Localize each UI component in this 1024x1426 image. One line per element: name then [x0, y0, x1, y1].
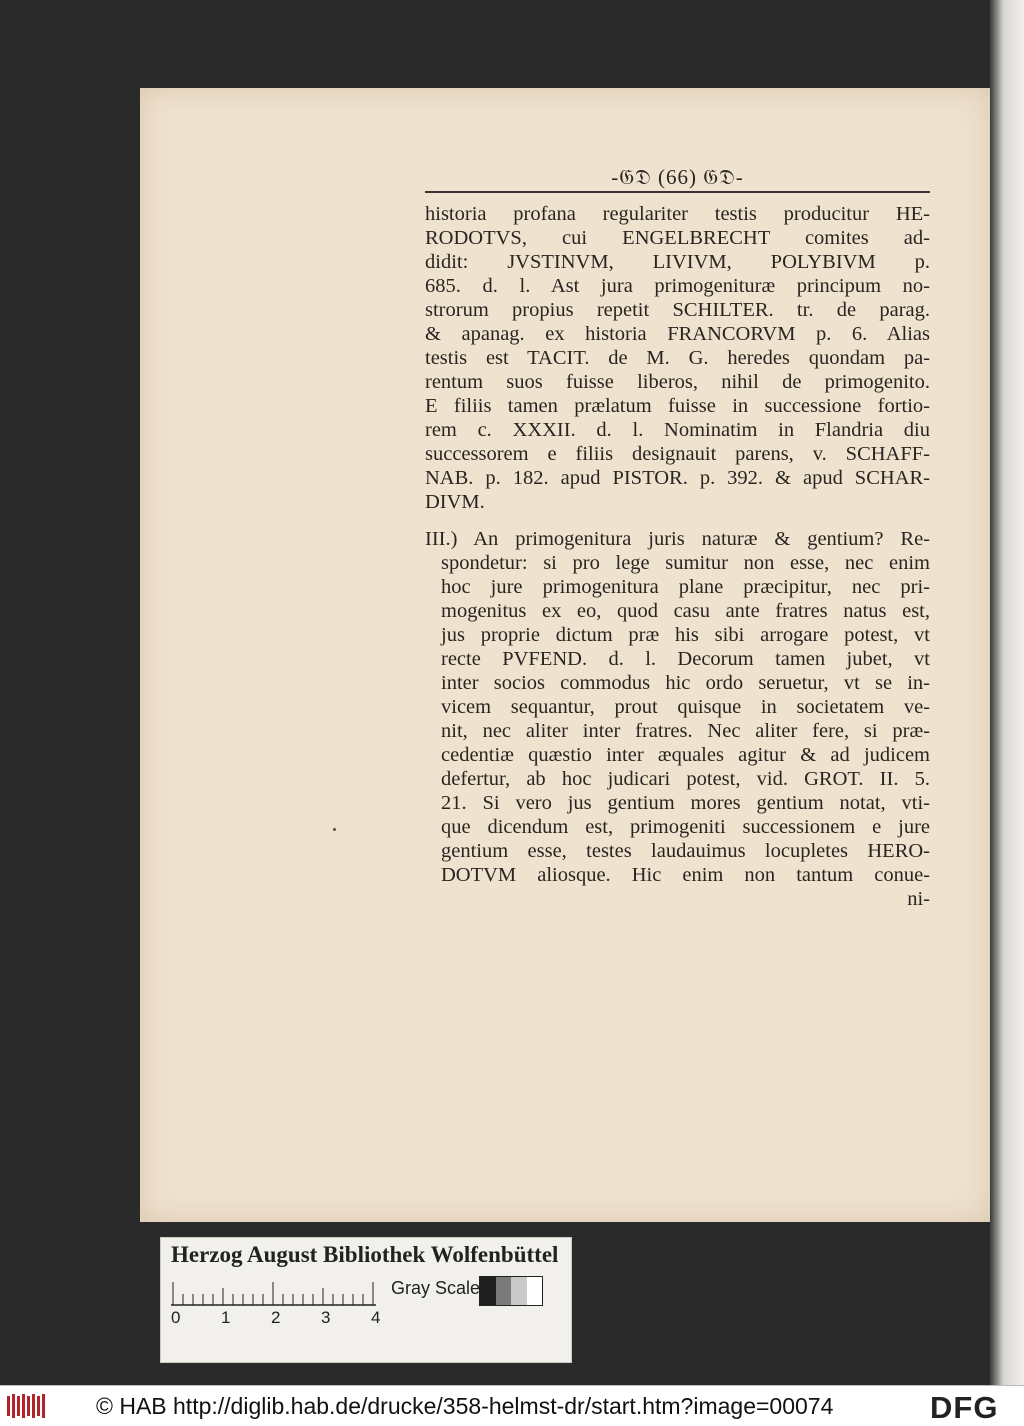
footer-url-link[interactable]: © HAB http://diglib.hab.de/drucke/358-helmst-dr/start.htm?image=00074: [96, 1393, 834, 1419]
text-line: RODOTVS, cui ENGELBRECHT comites ad-: [425, 227, 930, 249]
ruler-number: 0: [171, 1308, 181, 1327]
text-line: strorum propius repetit SCHILTER. tr. de parag.: [425, 299, 930, 321]
gray-scale-bar: [479, 1276, 543, 1306]
dfg-logo: DFG: [930, 1390, 999, 1425]
text-line: 685. d. l. Ast jura primogenituræ principum no-: [425, 275, 930, 297]
text-line: cedentiæ quæstio inter æquales agitur & ad judicem: [441, 744, 930, 766]
gray-patch: [511, 1277, 527, 1305]
text-line: recte PVFEND. d. l. Decorum tamen jubet, vt: [441, 648, 930, 670]
card-title: Herzog August Bibliothek Wolfenbüttel: [171, 1242, 559, 1267]
text-line: vicem sequantur, prout quisque in societatem ve-: [441, 696, 930, 718]
text-line: jus proprie dictum præ his sibi arrogare potest, vt: [441, 624, 930, 646]
hab-logo-icon: [6, 1392, 48, 1420]
header-rule: [425, 191, 930, 193]
page-header: -𝔊𝔇 (66) 𝔊𝔇-: [611, 165, 744, 189]
ruler-number: 3: [321, 1308, 331, 1327]
text-line: NAB. p. 182. apud PISTOR. p. 392. & apud SCHAR-: [425, 467, 930, 489]
text-line: rem c. XXXII. d. l. Nominatim in Flandria diu: [425, 419, 930, 441]
text-line: 21. Si vero jus gentium mores gentium notat, vti-: [441, 792, 930, 814]
text-line: inter socios commodus hic ordo seruetur, vt se in-: [441, 672, 930, 694]
footer-bar: [0, 1385, 1024, 1426]
text-line: gentium esse, testes laudauimus locupletes HERO-: [441, 840, 930, 862]
gray-scale-label: Gray Scale: [391, 1278, 481, 1298]
ruler-number: 4: [371, 1308, 381, 1327]
text-block-a: [425, 202, 930, 514]
text-line: nit, nec aliter inter fratres. Nec aliter fere, si præ-: [441, 720, 930, 742]
text-line: spondetur: si pro lege sumitur non esse, nec enim: [441, 552, 930, 574]
next-page-edge: [990, 0, 1024, 1385]
ruler: [171, 1276, 381, 1306]
text-line: didit: JVSTINVM, LIVIVM, POLYBIVM p.: [425, 251, 930, 273]
text-line: testis est TACIT. de M. G. heredes quondam pa-: [425, 347, 930, 369]
text-line: DIVM.: [425, 491, 485, 513]
text-line: que dicendum est, primogeniti successionem e jure: [441, 816, 930, 838]
text-block-b: [425, 527, 930, 911]
gray-patch: [527, 1277, 543, 1305]
color-calibration-card: [160, 1237, 572, 1363]
ruler-number: 1: [221, 1308, 231, 1327]
text-line: mogenitus ex eo, quod casu ante fratres natus est,: [441, 600, 930, 622]
text-line: defertur, ab hoc judicari potest, vid. GROT. II. 5.: [441, 768, 930, 790]
catchword: ni-: [907, 888, 930, 910]
ruler-numbers: [171, 1308, 391, 1330]
ruler-number: 2: [271, 1308, 281, 1327]
text-line: & apanag. ex historia FRANCORVM p. 6. Alias: [425, 323, 930, 345]
text-line: successorem e filiis designauit parens, v. SCHAFF-: [425, 443, 930, 465]
text-line: E filiis tamen prælatum fuisse in successione fortio-: [425, 395, 930, 417]
text-line: DOTVM aliosque. Hic enim non tantum conue-: [441, 864, 930, 886]
text-line: III.) An primogenitura juris naturæ & gentium? Re-: [425, 528, 930, 550]
gray-patch: [496, 1277, 512, 1305]
gray-patch: [480, 1277, 496, 1305]
text-line: rentum suos fuisse liberos, nihil de primogenito.: [425, 371, 930, 393]
paper-speck: [333, 828, 336, 831]
text-line: hoc jure primogenitura plane præcipitur, nec pri-: [441, 576, 930, 598]
text-line: historia profana regulariter testis producitur HE-: [425, 203, 930, 225]
